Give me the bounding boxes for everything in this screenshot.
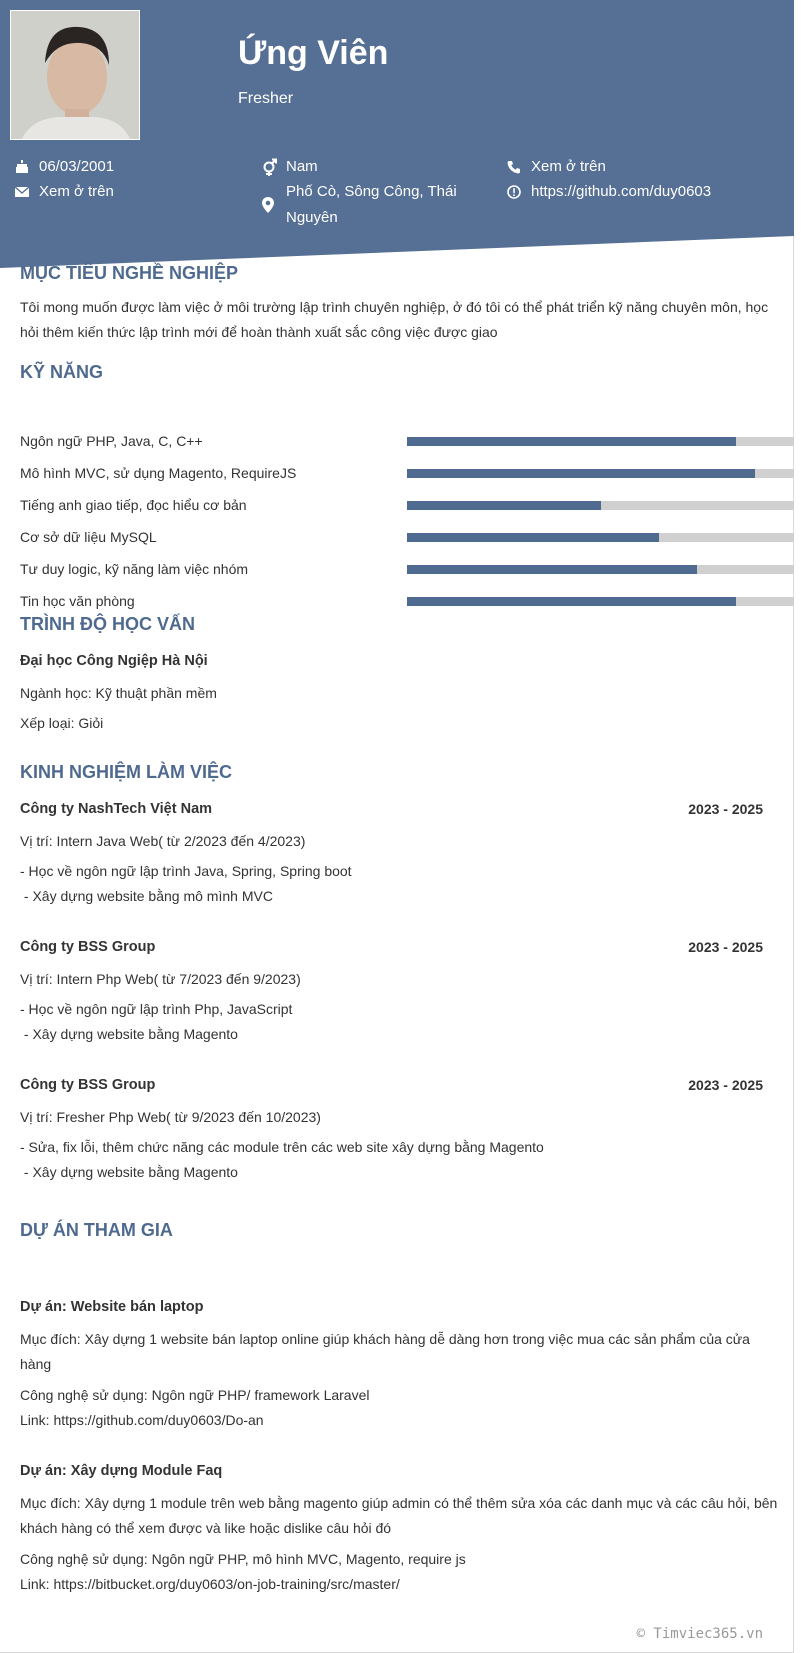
avatar — [10, 10, 140, 140]
birthday-row — [15, 154, 114, 180]
phone-icon — [507, 154, 529, 180]
email-row — [15, 179, 114, 205]
skill-level-bar — [407, 565, 794, 574]
birthday-value: 06/03/2001 — [39, 158, 115, 175]
skill-name: Tin học văn phòng — [20, 593, 135, 609]
education-major: Ngành học: Kỹ thuật phần mềm — [20, 685, 217, 701]
skill-level-bar — [407, 501, 794, 510]
experience-company: Công ty BSS Group — [20, 1077, 156, 1093]
experience-company: Công ty NashTech Việt Nam — [20, 801, 213, 817]
location-icon — [262, 179, 284, 231]
objective-line-2: hỏi thêm kiến thức lập trình mới để hoàn thành xuất sắc công việc được giao — [20, 324, 498, 340]
skill-name: Ngôn ngữ PHP, Java, C, C++ — [20, 433, 203, 449]
project-purpose: Mục đích: Xây dựng 1 module trên web bằng magento giúp admin có thể thêm sửa xóa các danh mục và các câu hỏi, bên — [20, 1495, 778, 1511]
education-school: Đại học Công Ngiệp Hà Nội — [20, 653, 208, 669]
project-purpose: Mục đích: Xây dựng 1 website bán laptop online giúp khách hàng dễ dàng hơn trong việc mua các sản phẩm của cửa — [20, 1331, 750, 1347]
skill-row — [20, 585, 794, 617]
skill-level-bar — [407, 533, 794, 542]
experience-role: Vị trí: Fresher Php Web( từ 9/2023 đến 10/2023) — [20, 1109, 321, 1125]
project-link[interactable]: Link: https://bitbucket.org/duy0603/on-job-training/src/master/ — [20, 1576, 400, 1592]
skill-level-bar — [407, 597, 794, 606]
experience-years: 2023 - 2025 — [688, 801, 763, 817]
experience-title: KINH NGHIỆM LÀM VIỆC — [20, 762, 233, 782]
skills-title: KỸ NĂNG — [20, 362, 104, 382]
education-grade: Xếp loại: Giỏi — [20, 715, 104, 731]
experience-role: Vị trí: Intern Php Web( từ 7/2023 đến 9/2023) — [20, 971, 301, 987]
skill-row — [20, 457, 794, 489]
experience-years: 2023 - 2025 — [688, 1077, 763, 1093]
experience-role: Vị trí: Intern Java Web( từ 2/2023 đến 4/2023) — [20, 833, 306, 849]
objective-title: MỤC TIÊU NGHỀ NGHIỆP — [20, 263, 239, 283]
skill-name: Tiếng anh giao tiếp, đọc hiểu cơ bản — [20, 497, 247, 513]
gender-icon — [262, 154, 284, 180]
skill-level-fill — [407, 501, 601, 510]
experience-desc: - Sửa, fix lỗi, thêm chức năng các module trên các web site xây dựng bằng Magento — [20, 1139, 544, 1155]
gender-row — [262, 154, 318, 180]
objective-line-1: Tôi mong muốn được làm việc ở môi trường lập trình chuyên nghiệp, ở đó tôi có thể phát triển kỹ năng chuyên môn, học — [20, 299, 769, 315]
address-row — [262, 179, 457, 231]
experience-desc: - Học về ngôn ngữ lập trình Java, Spring, Spring boot — [20, 863, 352, 879]
experience-years: 2023 - 2025 — [688, 939, 763, 955]
address-value — [286, 179, 457, 231]
project-tech: Công nghệ sử dụng: Ngôn ngữ PHP/ framework Laravel — [20, 1387, 370, 1403]
projects-title: DỰ ÁN THAM GIA — [20, 1220, 173, 1240]
skill-row — [20, 521, 794, 553]
phone-row — [507, 154, 606, 180]
skill-name: Mô hình MVC, sử dụng Magento, RequireJS — [20, 465, 297, 481]
education-title: TRÌNH ĐỘ HỌC VẤN — [20, 614, 195, 634]
experience-desc: - Xây dựng website bằng Magento — [20, 1026, 238, 1042]
project-purpose: khách hàng có thể xem được và like hoặc dislike câu hỏi đó — [20, 1520, 392, 1536]
experience-desc: - Học về ngôn ngữ lập trình Php, JavaScript — [20, 1001, 293, 1017]
project-tech: Công nghệ sử dụng: Ngôn ngữ PHP, mô hình MVC, Magento, require js — [20, 1551, 466, 1567]
project-name: Dự án: Xây dựng Module Faq — [20, 1463, 223, 1479]
watermark: © Timviec365.vn — [636, 1626, 763, 1642]
candidate-name: Ứng Viên — [238, 34, 389, 72]
website-row — [507, 179, 711, 205]
skill-level-fill — [407, 597, 736, 606]
experience-company: Công ty BSS Group — [20, 939, 156, 955]
project-name: Dự án: Website bán laptop — [20, 1299, 204, 1315]
envelope-icon — [15, 179, 37, 205]
skill-level-fill — [407, 533, 659, 542]
project-purpose: hàng — [20, 1356, 52, 1372]
phone-value[interactable]: Xem ở trên — [531, 158, 606, 175]
experience-desc: - Xây dựng website bằng mô mình MVC — [20, 888, 273, 904]
gender-value: Nam — [286, 158, 318, 175]
skill-row — [20, 489, 794, 521]
cake-icon — [15, 154, 37, 180]
info-icon — [507, 179, 529, 205]
skill-level-fill — [407, 437, 736, 446]
address-line-1: Phố Cò, Sông Công, Thái — [286, 183, 457, 200]
skill-level-fill — [407, 469, 755, 478]
skill-level-bar — [407, 469, 794, 478]
skill-level-bar — [407, 437, 794, 446]
skill-name: Cơ sở dữ liệu MySQL — [20, 529, 157, 545]
skill-name: Tư duy logic, kỹ năng làm việc nhóm — [20, 561, 249, 577]
skill-row — [20, 425, 794, 457]
skill-row — [20, 553, 794, 585]
candidate-position: Fresher — [238, 90, 294, 107]
email-value[interactable]: Xem ở trên — [39, 183, 114, 200]
website-link[interactable]: https://github.com/duy0603 — [531, 183, 712, 200]
project-link[interactable]: Link: https://github.com/duy0603/Do-an — [20, 1412, 264, 1428]
skill-level-fill — [407, 565, 697, 574]
address-line-2: Nguyên — [286, 209, 338, 226]
experience-desc: - Xây dựng website bằng Magento — [20, 1164, 238, 1180]
